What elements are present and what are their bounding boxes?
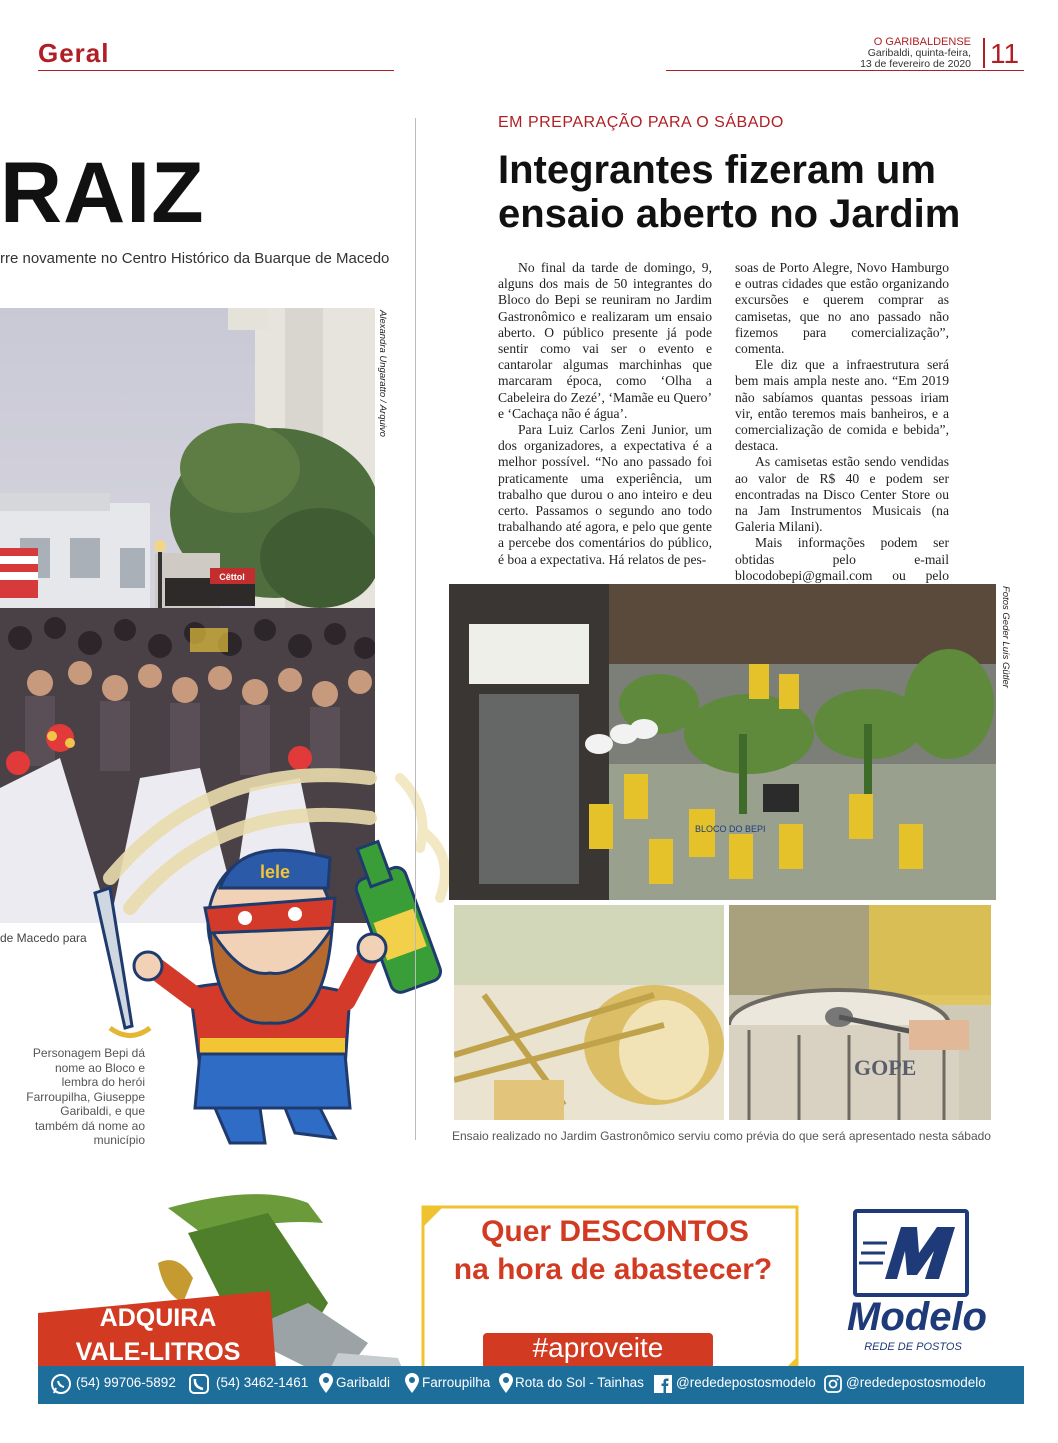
page-number-divider [983,38,985,68]
left-subtitle: rre novamente no Centro Histórico da Buarque de Macedo [0,250,390,267]
header-rule-right [666,70,1024,71]
instagram-icon [824,1375,842,1396]
trombone-illustration [454,905,724,1120]
ad-contact-bar [38,1366,1024,1404]
trombone-photo [454,905,724,1120]
left-photo-caption: de Macedo para [0,931,87,945]
article-paragraph: Mais informações podem ser obtidas pelo e-mail blocodobepi@gmail.com ou pelo [735,535,949,583]
column-divider [415,118,416,1140]
location-pin-icon [318,1372,334,1397]
phone-whatsapp[interactable]: (54) 99706-5892 [76,1375,176,1390]
m-logo-icon [857,1213,965,1293]
ad-headline-1: Quer DESCONTOS [481,1215,749,1248]
article-paragraph: As camisetas estão sendo vendidas ao valor de R$ 40 e podem ser encontradas na Disco Center Store ou na Jam Instrumentos Musicais (na Galeria Milani). [735,454,949,535]
article-paragraph: Ele diz que a infraestrutura será bem mais ampla neste ano. “Em 2019 não sabíamos quantas pessoas iriam vir, então teremos mais banheiros, e a comercialização de comida e bebida”, destaca. [735,357,949,454]
drum-text: GOPE [854,1055,917,1080]
article-paragraph: Para Luiz Carlos Zeni Junior, um dos organizadores, a expectativa é a melhor possível. “No ano passado foi praticamente uma experiência, um trabalho que durou o ano inteiro e deu certo. Passamos o segundo ano todo trabalhando até agora, e pelo que gente a percebe dos comentários do público, é boa a expectativa. Há relatos de pes- [498,422,712,567]
right-photo-credit: Fotos Geder Luís Gütler [1000,586,1011,688]
article-column-2 [735,260,949,600]
bepi-caption: Personagem Bepi dá nome ao Bloco e lembra do herói Farroupilha, Giuseppe Garibaldi, e que também dá nome ao município [26,1046,145,1147]
right-kicker: EM PREPARAÇÃO PARA O SÁBADO [498,114,784,131]
bepi-hat-text: lele [259,862,291,882]
page-number: 11 [990,38,1020,69]
rehearsal-illustration [449,584,996,900]
cettol-sign: Cêttol [219,572,245,582]
article-paragraph: No final da tarde de domingo, 9, alguns dos mais de 50 integrantes do Bloco do Bepi se reuniram no Jardim Gastronômico e realizaram um ensaio aberto. O público presente já pode sentir como vai ser o evento e cantarolar algumas marchinhas que marcaram época, como ‘Olha a Cabeleira do Zezé’, ‘Mamãe eu Quero’ e ‘Cachaça não é água’. [498,260,712,421]
left-photo-credit: Alexandra Ungaratto / Arquivo [377,310,388,437]
ad-headline-2: na hora de abastecer? [453,1253,773,1286]
article-paragraph: soas de Porto Alegre, Novo Hamburgo e outras cidades que estão organizando excursões e querem comprar as camisetas, que no ano passado não fizemos para comercialização”, comenta. [735,260,949,357]
ad-cta-2: VALE-LITROS [75,1338,241,1366]
location-pin-icon [404,1372,420,1397]
drum-photo [729,905,991,1120]
masthead-date-line1: Garibaldi, quinta-feira, [867,47,971,59]
ad-hashtag: #aproveite [532,1332,664,1363]
location-farroupilha: Farroupilha [422,1375,491,1390]
location-garibaldi: Garibaldi [336,1375,391,1390]
modelo-brand: Modelo [847,1295,987,1339]
facebook-icon [654,1375,672,1396]
facebook-handle[interactable]: @rededepostosmodelo [676,1375,816,1390]
right-photo-caption: Ensaio realizado no Jardim Gastronômico serviu como prévia do que será apresentado nesta sábado [452,1129,991,1143]
rehearsal-photo [449,584,996,900]
ad-cta-1: ADQUIRA [99,1304,217,1332]
location-pin-icon [498,1372,514,1397]
masthead-date-line2: 13 de fevereiro de 2020 [860,58,971,70]
left-headline: RAIZ [0,145,205,241]
instagram-handle[interactable]: @rededepostosmodelo [846,1375,986,1390]
article-column-1 [498,260,712,568]
section-title: Geral [38,38,110,68]
header-rule-left [38,70,394,71]
whatsapp-icon [50,1373,72,1398]
phone-icon [188,1373,210,1398]
shirt-text: BLOCO DO BEPI [695,824,766,834]
modelo-brand-sub: REDE DE POSTOS [864,1341,962,1353]
drum-illustration [729,905,991,1120]
location-rota-do-sol: Rota do Sol - Tainhas [515,1375,644,1390]
modelo-logo-icon [853,1209,969,1297]
phone-landline[interactable]: (54) 3462-1461 [216,1375,309,1390]
masthead-paper: O GARIBALDENSE [873,36,971,48]
right-headline: Integrantes fizeram um ensaio aberto no Jardim [498,148,961,236]
